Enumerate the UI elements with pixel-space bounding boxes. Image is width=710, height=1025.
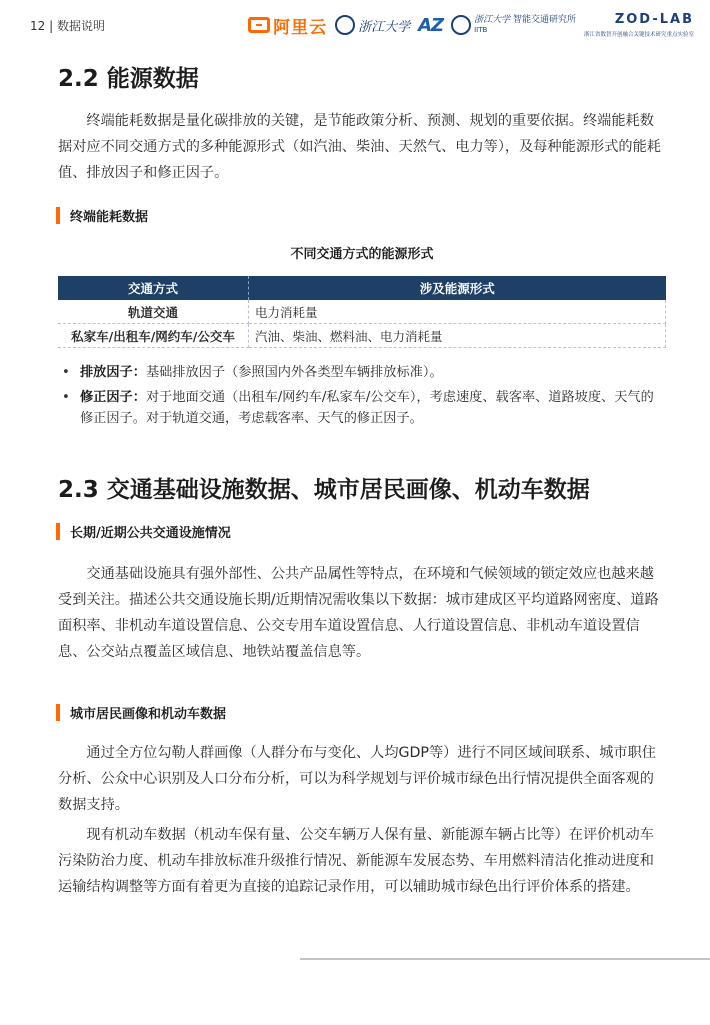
page-content (58, 60, 666, 900)
table-row (58, 324, 666, 348)
subheading-accent-bar (56, 207, 60, 224)
header-divider: | (49, 19, 57, 33)
az-logo: AZ (418, 14, 444, 36)
energy-forms-table (58, 276, 666, 348)
zodlab-logo: ZOD-LAB 浙江省数智开创融合关键技术研究重点实验室 (583, 12, 694, 38)
table-header-mode: 交通方式 (58, 276, 249, 300)
list-item: • 排放因子：基础排放因子（参照国内外各类型车辆排放标准）。 (58, 362, 666, 383)
resident-portrait-paragraph: 通过全方位勾勒人群画像（人群分布与变化、人均GDP等）进行不同区域间联系、城市职住分析、公众中心识别及人口分布分析，可以为科学规划与评价城市绿色出行情况提供全面客观的数据支持。 (58, 745, 656, 813)
table-cell-energy: 汽油、柴油、燃料油、电力消耗量 (249, 324, 666, 348)
page-number-section (30, 17, 105, 34)
subheading-terminal-energy: 终端能耗数据 (56, 206, 666, 225)
page-number: 12 (30, 19, 46, 33)
zju-iitb-logo: 浙江大学 智能交通研究所 IITB (451, 15, 576, 35)
table-cell-mode: 私家车/出租车/网约车/公交车 (58, 324, 249, 348)
table-cell-energy: 电力消耗量 (249, 300, 666, 324)
section-name: 数据说明 (56, 19, 105, 33)
vehicle-data-paragraph: 现有机动车数据（机动车保有量、公交车辆万人保有量、新能源车辆占比等）在评价机动车污染防治力度、机动车排放标准升级推行情况、新能源车发展态势、车用燃料清洁化推动进度和运输结构调整等方面有着更为直接的追踪记录作用，可以辅助城市绿色出行评价体系的搭建。 (58, 827, 654, 895)
section-title-2-2: 2.2 能源数据 (58, 66, 199, 92)
table-caption: 不同交通方式的能源形式 (290, 247, 434, 262)
table-header-row (58, 276, 666, 300)
energy-intro-paragraph: 终端能耗数据是量化碳排放的关键，是节能政策分析、预测、规划的重要依据。终端能耗数据对应不同交通方式的多种能源形式（如汽油、柴油、天然气、电力等），及每种能源形式的能耗值、排放因子和修正因子。 (58, 113, 661, 181)
subheading-resident-vehicle: 城市居民画像和机动车数据 (56, 703, 666, 722)
zju-logo: 浙江大学 (335, 15, 410, 35)
subheading-public-transport: 长期/近期公共交通设施情况 (56, 522, 666, 541)
section-title-2-3: 2.3 交通基础设施数据、城市居民画像、机动车数据 (58, 477, 590, 503)
table-header-energy: 涉及能源形式 (249, 276, 666, 300)
partner-logos (248, 8, 694, 42)
zju-seal-icon (451, 15, 471, 35)
subheading-accent-bar (56, 523, 60, 540)
aliyun-icon (248, 17, 270, 33)
table-cell-mode: 轨道交通 (58, 300, 249, 324)
page-header (0, 0, 710, 48)
aliyun-logo: 阿里云 (248, 13, 327, 38)
footer-divider (300, 958, 710, 960)
factor-bullet-list (58, 362, 666, 429)
infrastructure-paragraph: 交通基础设施具有强外部性、公共产品属性等特点，在环境和气候领域的锁定效应也越来越受到关注。描述公共交通设施长期/近期情况需收集以下数据：城市建成区平均道路网密度、道路面积率、非机动车道设置信息、公交专用车道设置信息、人行道设置信息、非机动车道设置信息、公交站点覆盖区域信息、地铁站覆盖信息等。 (58, 566, 659, 660)
zju-seal-icon (335, 15, 355, 35)
subheading-accent-bar (56, 704, 60, 721)
list-item: • 修正因子：对于地面交通（出租车/网约车/私家车/公交车），考虑速度、载客率、道路坡度、天气的修正因子。对于轨道交通，考虑载客率、天气的修正因子。 (58, 387, 666, 429)
table-row (58, 300, 666, 324)
